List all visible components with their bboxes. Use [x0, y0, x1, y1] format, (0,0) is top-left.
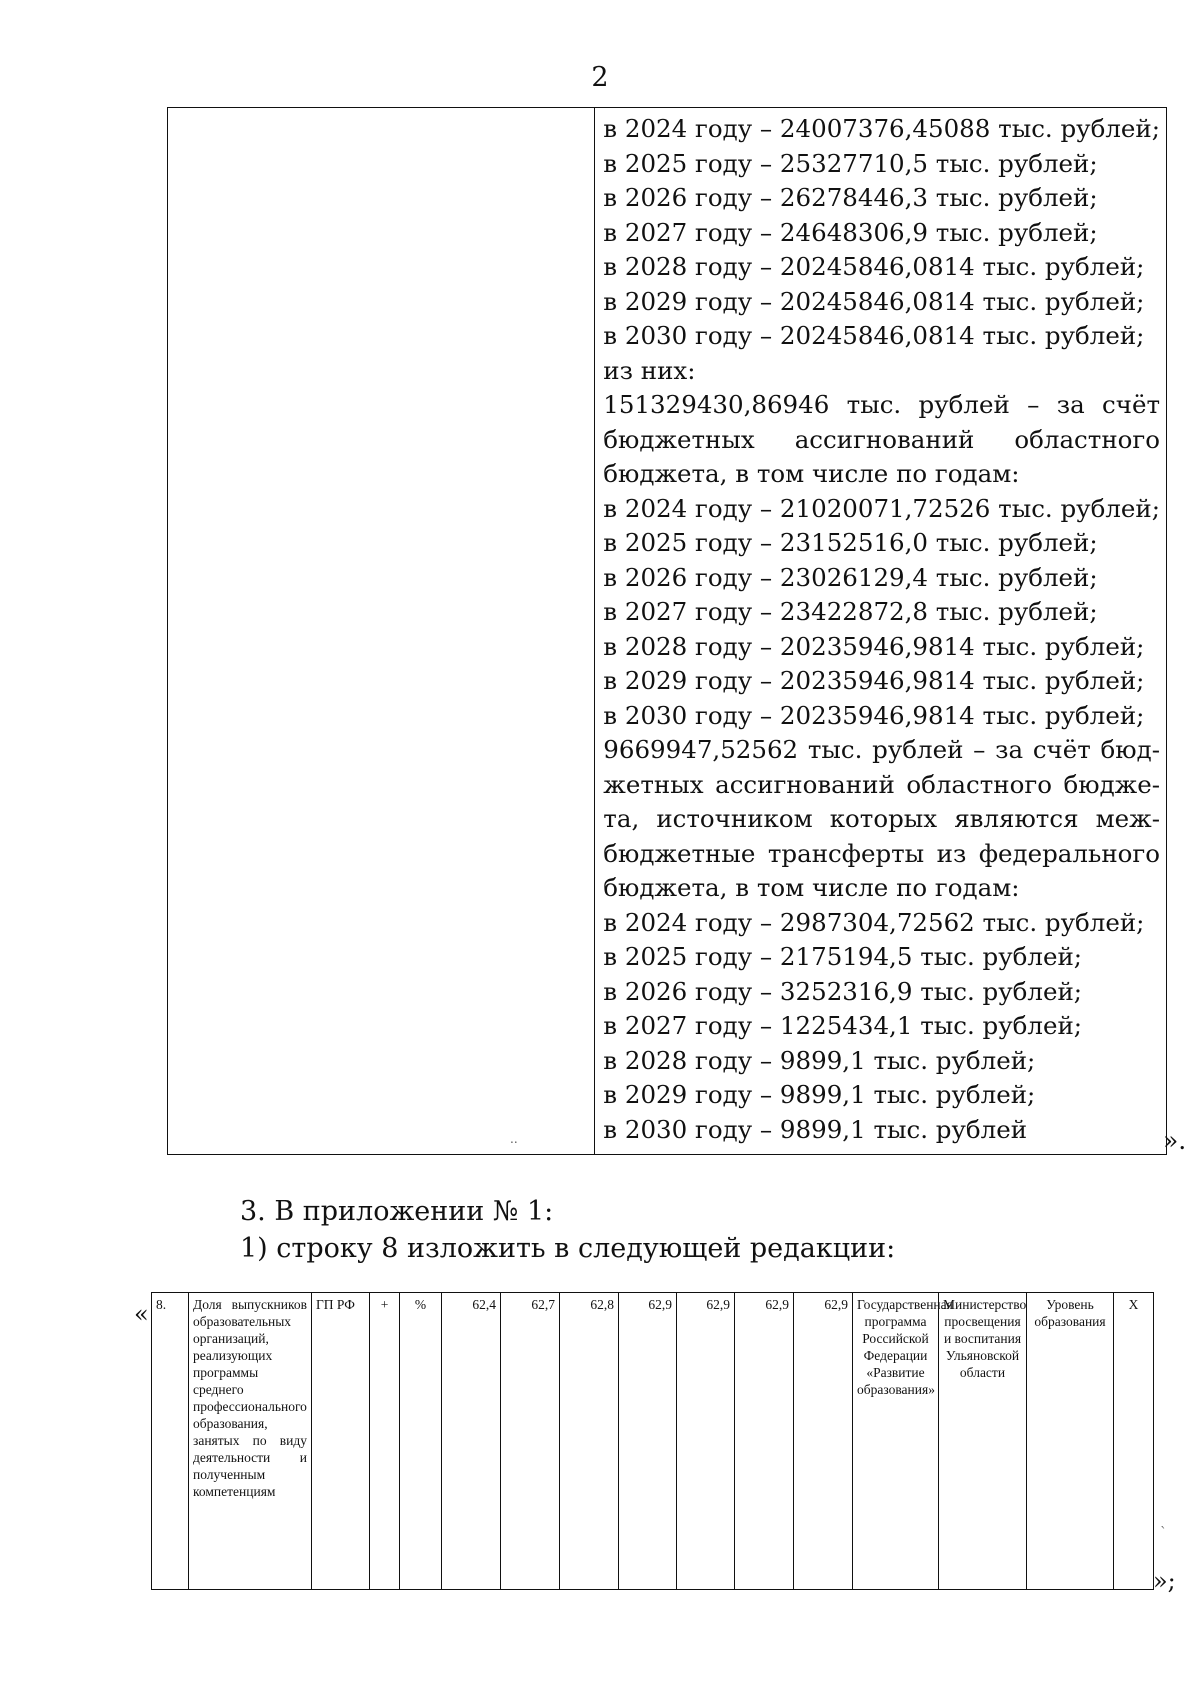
funding-line: из них: [603, 355, 696, 385]
level-cell: Уровень образования [1027, 1293, 1114, 1590]
value-cell: 62,4 [442, 1293, 501, 1590]
funding-line: в 2024 году – 24007376,45088 тыс. рублей; [603, 114, 1160, 143]
funding-line: в 2029 году – 9899,1 тыс. рублей; [603, 1080, 1036, 1109]
funding-line: в 2024 году – 21020071,72526 тыс. рублей; [603, 493, 1160, 523]
funding-line: бюджета, в том числе по годам: [603, 459, 1020, 488]
funding-line: в 2024 году – 2987304,72562 тыс. рублей; [603, 907, 1145, 937]
funding-line: 9669947,52562 тыс. рублей – за счёт бюд- [603, 735, 1160, 764]
funding-line: в 2027 году – 23422872,8 тыс. рублей; [603, 597, 1098, 626]
funding-line: в 2028 году – 20245846,0814 тыс. рублей; [603, 252, 1145, 281]
indicator-description: Доля выпускников образовательных организаций, реализующих программы среднего профессионального образования, занятых по виду деятельности и полученным компетенциям [189, 1293, 312, 1590]
last-cell: Х [1114, 1293, 1154, 1590]
funding-line: в 2026 году – 23026129,4 тыс. рублей; [603, 562, 1098, 592]
funding-line: бюджета, в том числе по годам: [603, 873, 1020, 902]
row-number: 8. [152, 1293, 189, 1590]
indicator-table [151, 1292, 1154, 1590]
funding-line: та, источником которых являются меж- [603, 804, 1160, 833]
funding-line: в 2030 году – 20245846,0814 тыс. рублей; [603, 321, 1145, 350]
funding-table [167, 107, 1167, 1155]
funding-line: в 2026 году – 3252316,9 тыс. рублей; [603, 976, 1083, 1006]
section-heading: 3. В приложении № 1: [240, 1196, 554, 1227]
scan-mark: ` [1160, 1525, 1167, 1541]
scan-mark: .. [510, 1132, 518, 1146]
closing-quote: »; [1153, 1567, 1176, 1595]
value-cell: 62,7 [501, 1293, 560, 1590]
program-cell: Государственная программа Российской Федерации «Развитие образования» [853, 1293, 939, 1590]
funding-line: 151329430,86946 тыс. рублей – за счёт [603, 390, 1160, 419]
value-cell: 62,8 [560, 1293, 619, 1590]
funding-line: в 2029 году – 20235946,9814 тыс. рублей; [603, 666, 1145, 695]
funding-line: в 2030 году – 9899,1 тыс. рублей [603, 1114, 1028, 1144]
funding-line: бюджетные трансферты из федерального [603, 838, 1160, 868]
indicator-sign: + [370, 1293, 400, 1590]
funding-line: в 2029 году – 20245846,0814 тыс. рублей; [603, 286, 1145, 316]
funding-line: в 2025 году – 2175194,5 тыс. рублей; [603, 942, 1083, 971]
funding-line: в 2027 году – 1225434,1 тыс. рублей; [603, 1011, 1083, 1040]
funding-line: в 2030 году – 20235946,9814 тыс. рублей; [603, 700, 1145, 730]
table-row [152, 1293, 1154, 1590]
opening-quote: « [134, 1300, 149, 1328]
funding-line: в 2025 году – 23152516,0 тыс. рублей; [603, 528, 1098, 557]
indicator-type: ГП РФ [312, 1293, 370, 1590]
funding-line: жетных ассигнований областного бюдже- [603, 769, 1160, 799]
funding-line: в 2025 году – 25327710,5 тыс. рублей; [603, 148, 1098, 178]
funding-line: бюджетных ассигнований областного [603, 424, 1160, 454]
value-cell: 62,9 [619, 1293, 677, 1590]
value-cell: 62,9 [735, 1293, 794, 1590]
value-cell: 62,9 [677, 1293, 735, 1590]
closing-quote: ». [1163, 1126, 1187, 1155]
funding-line: в 2026 году – 26278446,3 тыс. рублей; [603, 183, 1098, 212]
funding-table-left-cell [168, 108, 595, 1154]
value-cell: 62,9 [794, 1293, 853, 1590]
indicator-unit: % [400, 1293, 442, 1590]
page-number: 2 [591, 62, 609, 93]
funding-line: в 2028 году – 20235946,9814 тыс. рублей; [603, 631, 1145, 661]
section-instruction: 1) строку 8 изложить в следующей редакции: [240, 1233, 896, 1264]
funding-line: в 2028 году – 9899,1 тыс. рублей; [603, 1045, 1036, 1075]
funding-table-right-cell [595, 108, 1166, 1154]
ministry-cell: Министерство просвещения и воспитания Ульяновской области [939, 1293, 1027, 1590]
funding-line: в 2027 году – 24648306,9 тыс. рублей; [603, 217, 1098, 247]
